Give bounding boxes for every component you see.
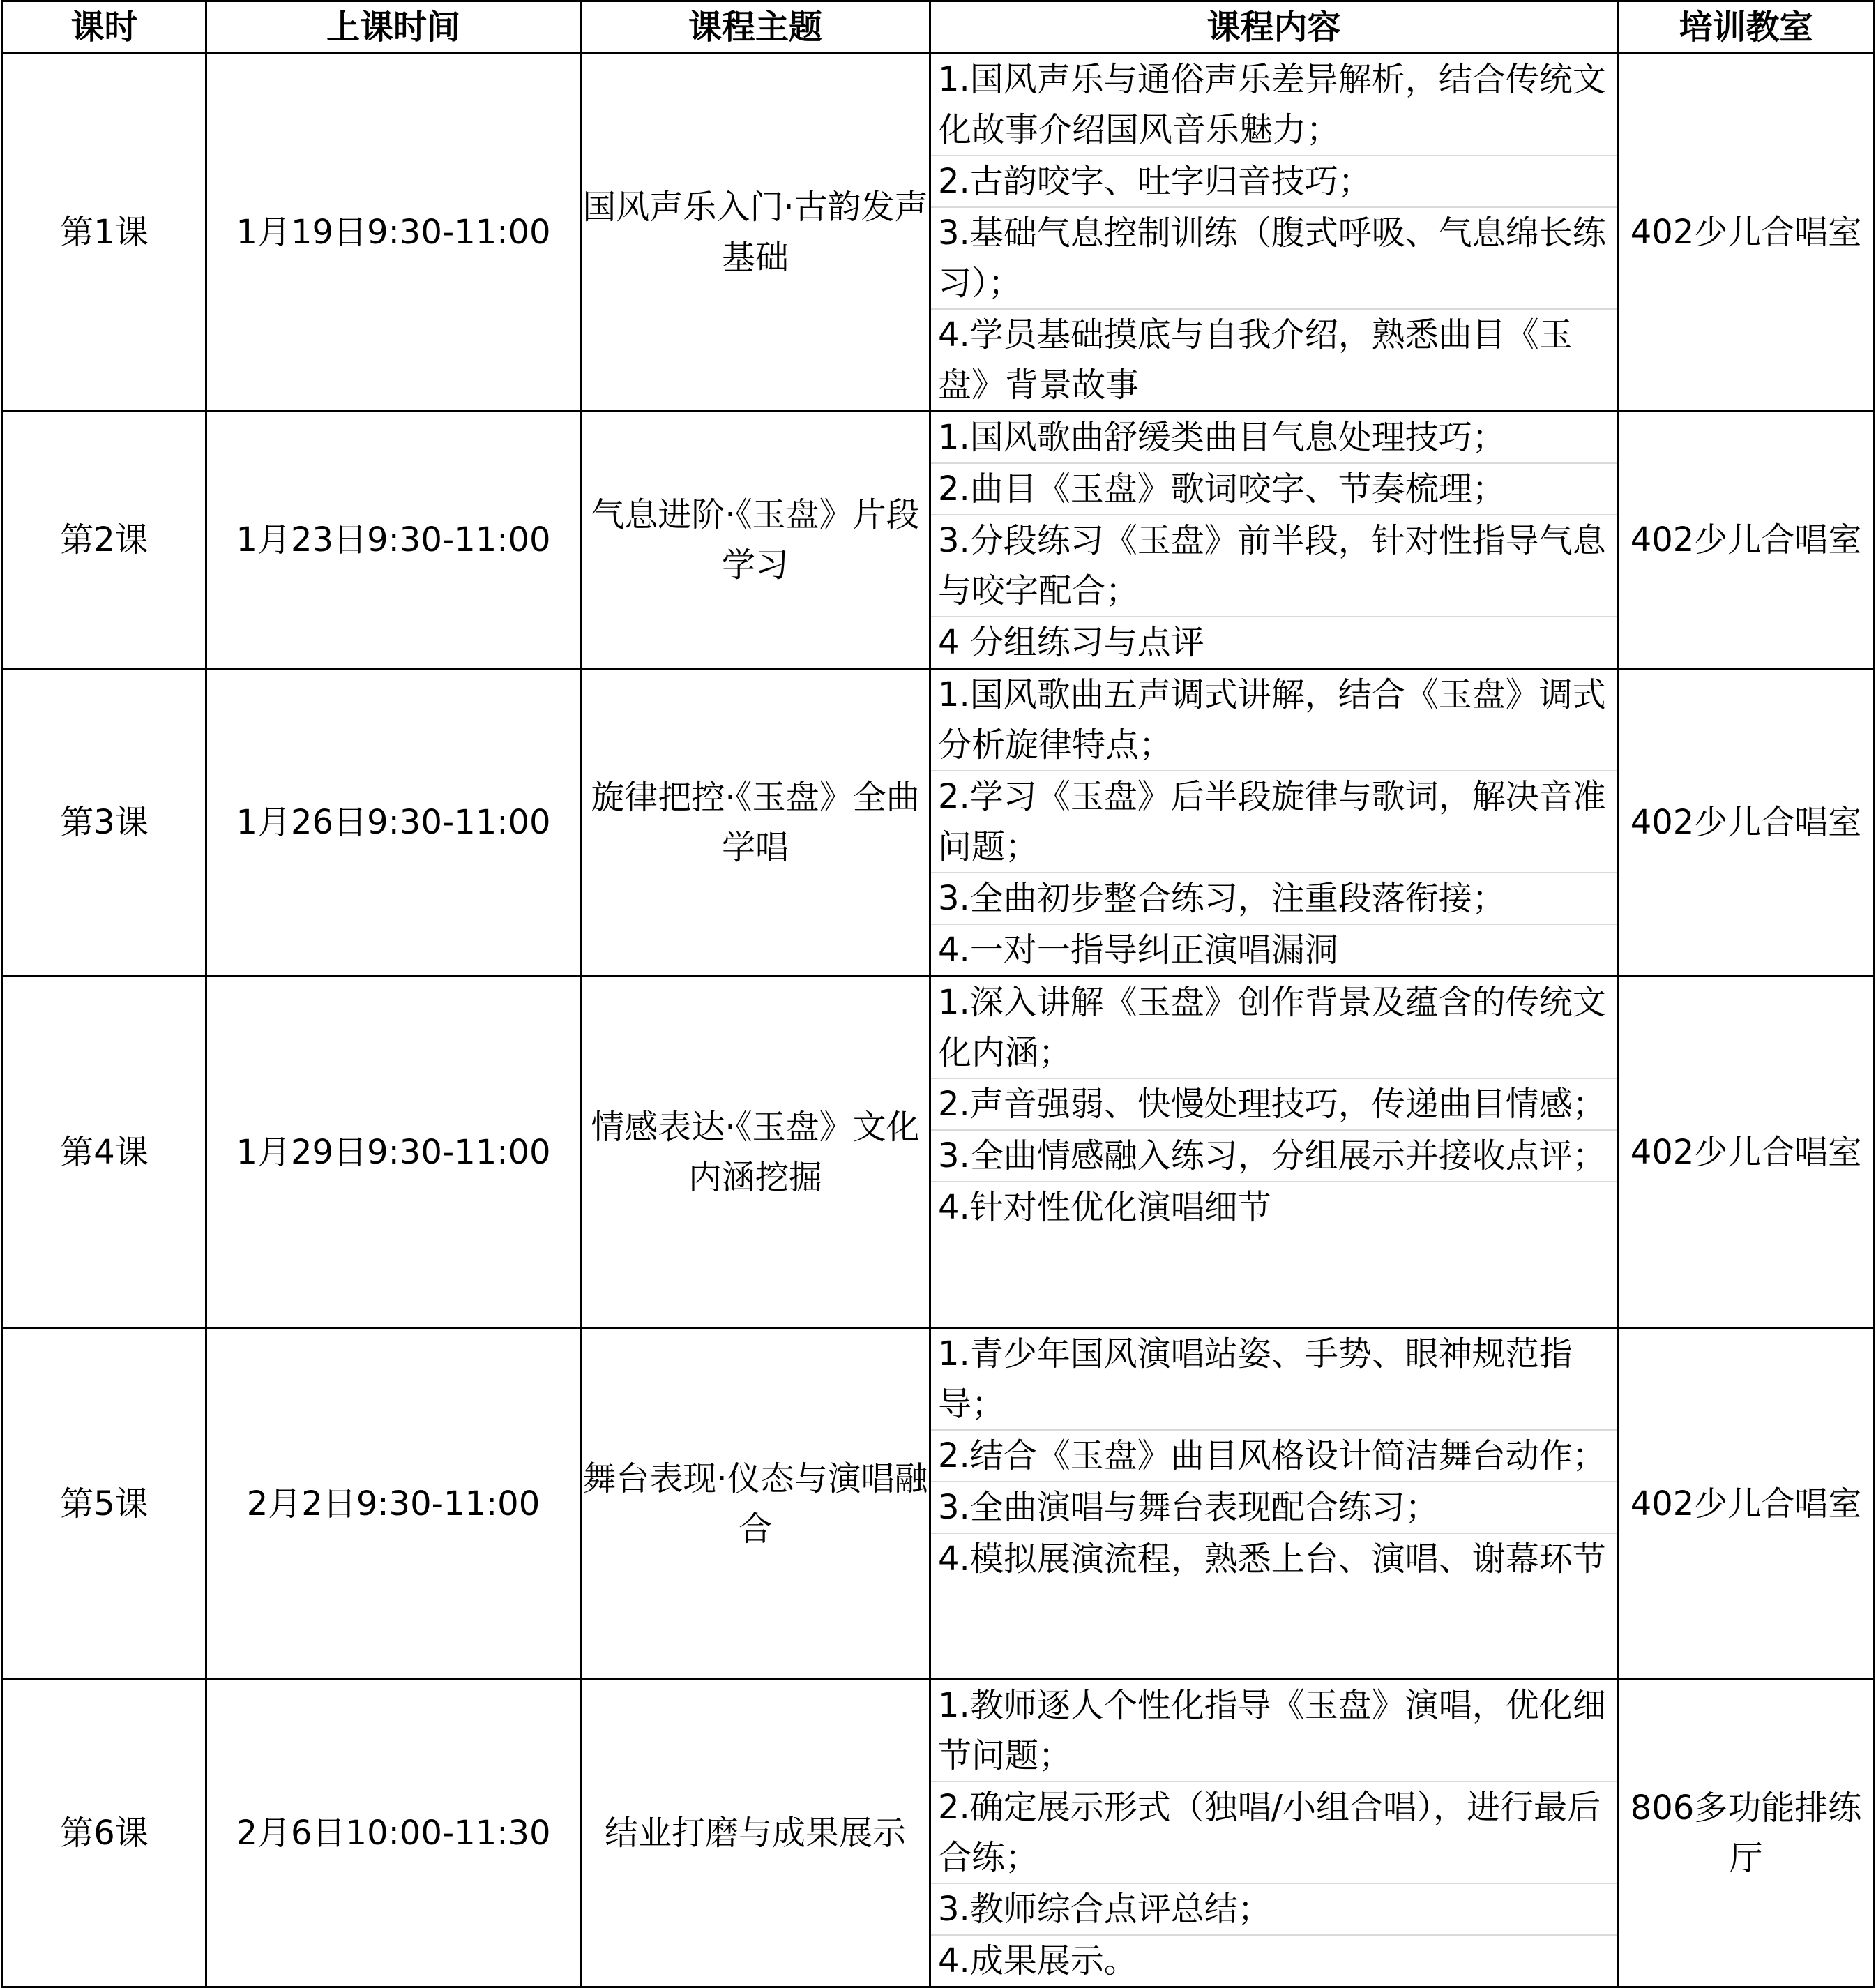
header-row [3,1,1875,54]
content-item: 3.分段练习《玉盘》前半段，针对性指导气息与咬字配合； [931,515,1617,617]
header-room: 培训教室 [1618,1,1875,54]
content-item: 1.教师逐人个性化指导《玉盘》演唱，优化细节问题； [931,1680,1617,1782]
header-topic: 课程主题 [581,1,930,54]
content-item: 4.成果展示。 [938,1941,1137,1980]
content-item: 2.古韵咬字、吐字归音技巧； [931,156,1617,208]
topic-cell: 情感表达·《玉盘》文化内涵挖掘 [581,977,930,1328]
content-cell [930,412,1618,669]
content-item: 4.一对一指导纠正演唱漏洞 [938,931,1338,970]
content-cell [930,1328,1618,1680]
room-cell: 402少儿合唱室 [1618,977,1875,1328]
content-item: 2.曲目《玉盘》歌词咬字、节奏梳理； [931,464,1617,515]
time-cell: 2月6日10:00-11:30 [206,1680,581,1987]
time-cell: 1月26日9:30-11:00 [206,669,581,977]
content-cell [930,669,1618,977]
content-item: 2.学习《玉盘》后半段旋律与歌词，解决音准问题； [931,771,1617,873]
content-item: 3.全曲初步整合练习，注重段落衔接； [931,873,1617,925]
content-item: 3.基础气息控制训练（腹式呼吸、气息绵长练习）； [931,208,1617,310]
lesson-cell: 第1课 [3,54,206,412]
content-item: 3.全曲演唱与舞台表现配合练习； [931,1482,1617,1534]
topic-cell: 气息进阶·《玉盘》片段学习 [581,412,930,669]
content-item: 1.国风歌曲五声调式讲解，结合《玉盘》调式分析旋律特点； [931,670,1617,771]
room-cell: 402少儿合唱室 [1618,669,1875,977]
content-item: 1.青少年国风演唱站姿、手势、眼神规范指导； [931,1329,1617,1431]
lesson-cell: 第5课 [3,1328,206,1680]
content-cell [930,977,1618,1328]
header-content: 课程内容 [930,1,1618,54]
content-item: 4.针对性优化演唱细节 [938,1188,1271,1227]
lesson-cell: 第4课 [3,977,206,1328]
time-cell: 1月29日9:30-11:00 [206,977,581,1328]
content-item: 2.结合《玉盘》曲目风格设计简洁舞台动作； [931,1431,1617,1482]
room-cell: 806多功能排练厅 [1618,1680,1875,1987]
table-row [3,977,1875,1328]
content-item: 3.全曲情感融入练习，分组展示并接收点评； [931,1131,1617,1182]
content-cell [930,54,1618,412]
content-item: 1.深入讲解《玉盘》创作背景及蕴含的传统文化内涵； [931,977,1617,1079]
time-cell: 1月23日9:30-11:00 [206,412,581,669]
table-row [3,412,1875,669]
table-row [3,1680,1875,1987]
content-item: 4.模拟展演流程，熟悉上台、演唱、谢幕环节 [938,1539,1606,1579]
schedule-table [1,0,1875,1988]
room-cell: 402少儿合唱室 [1618,412,1875,669]
room-cell: 402少儿合唱室 [1618,54,1875,412]
table-row [3,669,1875,977]
lesson-cell: 第2课 [3,412,206,669]
content-item: 4.学员基础摸底与自我介绍，熟悉曲目《玉盘》背景故事 [938,315,1573,405]
content-item: 1.国风声乐与通俗声乐差异解析，结合传统文化故事介绍国风音乐魅力； [931,54,1617,156]
content-item: 2.声音强弱、快慢处理技巧，传递曲目情感； [931,1079,1617,1131]
header-lesson: 课时 [3,1,206,54]
time-cell: 2月2日9:30-11:00 [206,1328,581,1680]
header-time: 上课时间 [206,1,581,54]
content-item: 3.教师综合点评总结； [931,1884,1617,1936]
topic-cell: 旋律把控·《玉盘》全曲学唱 [581,669,930,977]
topic-cell: 国风声乐入门·古韵发声基础 [581,54,930,412]
topic-cell: 舞台表现·仪态与演唱融合 [581,1328,930,1680]
lesson-cell: 第6课 [3,1680,206,1987]
table-row [3,54,1875,412]
table-row [3,1328,1875,1680]
lesson-cell: 第3课 [3,669,206,977]
topic-cell: 结业打磨与成果展示 [581,1680,930,1987]
content-cell [930,1680,1618,1987]
room-cell: 402少儿合唱室 [1618,1328,1875,1680]
content-item: 4 分组练习与点评 [938,623,1204,662]
content-item: 1.国风歌曲舒缓类曲目气息处理技巧； [931,412,1617,464]
content-item: 2.确定展示形式（独唱/小组合唱），进行最后合练； [931,1782,1617,1884]
time-cell: 1月19日9:30-11:00 [206,54,581,412]
